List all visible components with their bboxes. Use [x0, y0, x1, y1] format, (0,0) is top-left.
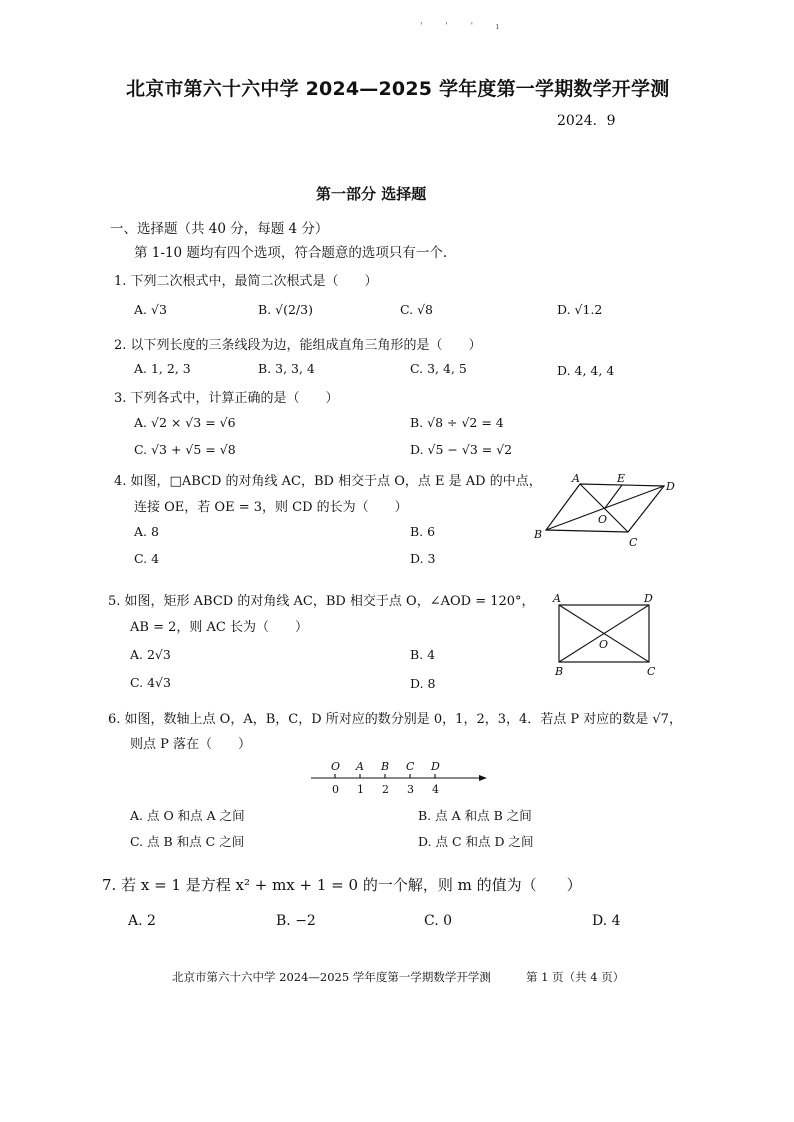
question-1-option-b: B. √(2/3)	[258, 302, 313, 317]
label-c: C	[629, 536, 638, 549]
question-1-stem: 1. 下列二次根式中，最简二次根式是（ ）	[114, 274, 378, 289]
question-6-option-c: C. 点 B 和点 C 之间	[130, 834, 245, 849]
question-3-option-c: C. √3 + √5 = √8	[134, 442, 236, 457]
question-1-option-d: D. √1.2	[557, 302, 603, 317]
question-6-stem-line2: 则点 P 落在（ ）	[130, 737, 252, 752]
footer-exam-name: 北京市第六十六中学 2024—2025 学年度第一学期数学开学测	[172, 970, 491, 984]
question-2-stem: 2. 以下列长度的三条线段为边，能组成直角三角形的是（ ）	[114, 338, 482, 353]
number-line-point-label: O	[331, 760, 341, 773]
label-a: A	[553, 592, 561, 605]
question-5-option-b: B. 4	[410, 647, 436, 662]
question-3-option-d: D. √5 − √3 = √2	[410, 442, 513, 457]
question-3-option-a: A. √2 × √3 = √6	[134, 415, 236, 430]
number-line-number-label: 0	[332, 783, 339, 796]
question-6-option-a: A. 点 O 和点 A 之间	[130, 808, 245, 823]
question-1-option-a: A. √3	[134, 302, 167, 317]
question-4-option-d: D. 3	[410, 551, 436, 566]
scan-marks: ' ' ' ı	[420, 22, 509, 32]
question-5-option-d: D. 8	[410, 676, 436, 691]
label-d: D	[644, 592, 653, 605]
question-4-option-c: C. 4	[134, 551, 160, 566]
parallelogram-figure	[528, 468, 688, 554]
number-line-point-label: B	[381, 760, 390, 773]
question-3-option-b: B. √8 ÷ √2 = 4	[410, 415, 504, 430]
page-title: 北京市第六十六中学 2024—2025 学年度第一学期数学开学测	[126, 78, 670, 100]
number-line-number-label: 3	[407, 783, 414, 796]
label-a: A	[572, 472, 580, 485]
label-o: O	[599, 638, 609, 651]
number-line-number-label: 2	[382, 783, 389, 796]
question-5-option-a: A. 2√3	[130, 647, 171, 662]
number-line-point-label: C	[406, 760, 415, 773]
section-heading: 一、选择题（共 40 分，每题 4 分）	[110, 221, 329, 237]
label-o: O	[598, 513, 608, 526]
question-4-stem-line2: 连接 OE，若 OE = 3，则 CD 的长为（ ）	[134, 500, 408, 515]
rectangle-figure	[548, 590, 663, 680]
question-7-option-a: A. 2	[128, 913, 156, 929]
question-2-option-a: A. 1, 2, 3	[134, 361, 191, 376]
number-line-number-label: 1	[357, 783, 364, 796]
question-6-option-b: B. 点 A 和点 B 之间	[418, 808, 532, 823]
label-b: B	[555, 665, 564, 678]
number-line-arrow	[479, 775, 487, 781]
question-4-option-a: A. 8	[134, 524, 159, 539]
question-4-stem-line1: 4. 如图，□ABCD 的对角线 AC，BD 相交于点 O，点 E 是 AD 的中点，	[114, 474, 542, 489]
question-6-stem-line1: 6. 如图，数轴上点 O，A，B，C，D 所对应的数分别是 0，1，2，3，4．若点 P 对应的数是 √7，	[108, 712, 682, 727]
question-7-stem: 7. 若 x = 1 是方程 x² + mx + 1 = 0 的一个解，则 m 的值为（ ）	[102, 876, 582, 894]
label-e: E	[617, 472, 626, 485]
number-line-point-label: D	[431, 760, 440, 773]
section-instruction: 第 1-10 题均有四个选项，符合题意的选项只有一个.	[134, 245, 448, 261]
question-1-option-c: C. √8	[400, 302, 433, 317]
question-7-option-d: D. 4	[592, 913, 621, 929]
question-7-option-b: B. −2	[276, 913, 316, 929]
number-line-point-label: A	[356, 760, 364, 773]
question-2-option-c: C. 3, 4, 5	[410, 361, 467, 376]
question-7-option-c: C. 0	[424, 913, 453, 929]
question-4-option-b: B. 6	[410, 524, 436, 539]
number-line-figure	[305, 758, 490, 800]
label-c: C	[647, 665, 656, 678]
question-5-stem-line2: AB = 2，则 AC 长为（ ）	[130, 620, 308, 635]
question-5-option-c: C. 4√3	[130, 675, 171, 690]
number-line-number-label: 4	[432, 783, 439, 796]
question-5-stem-line1: 5. 如图，矩形 ABCD 的对角线 AC，BD 相交于点 O，∠AOD = 120°，	[108, 594, 535, 609]
footer-page-number: 第 1 页（共 4 页）	[526, 970, 625, 984]
part-title: 第一部分 选择题	[316, 185, 427, 203]
label-b: B	[534, 528, 543, 541]
label-d: D	[666, 480, 675, 493]
exam-date: 2024．9	[557, 113, 616, 129]
question-2-option-b: B. 3, 3, 4	[258, 361, 315, 376]
question-6-option-d: D. 点 C 和点 D 之间	[418, 834, 534, 849]
question-3-stem: 3. 下列各式中，计算正确的是（ ）	[114, 391, 339, 406]
question-2-option-d: D. 4, 4, 4	[557, 363, 615, 378]
